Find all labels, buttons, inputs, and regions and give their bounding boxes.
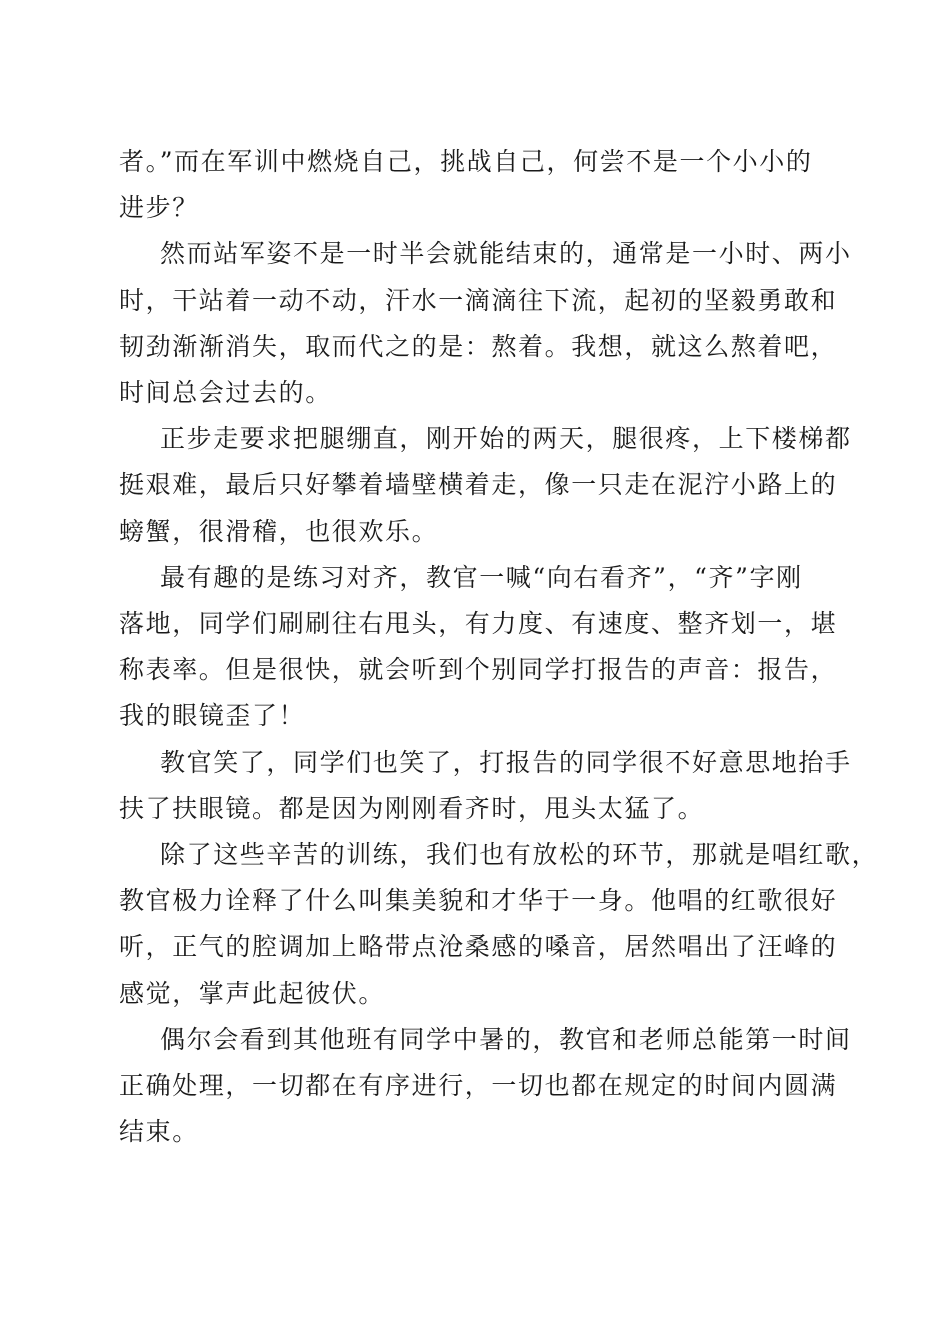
paragraph-line: 最有趣的是练习对齐，教官一喊“向右看齐”，“齐”字刚 (160, 562, 803, 592)
paragraph-5 (119, 740, 852, 832)
paragraph-line: 进步？ (119, 193, 199, 223)
paragraph-7 (119, 1017, 852, 1156)
paragraph-line: 除了这些辛苦的训练，我们也有放松的环节，那就是唱红歌， (160, 840, 879, 870)
paragraph-line: 正确处理，一切都在有序进行，一切也都在规定的时间内圆满 (119, 1071, 838, 1101)
paragraph-line: 时间总会过去的。 (119, 378, 332, 408)
paragraph-line: 落地，同学们刷刷往右甩头，有力度、有速度、整齐划一，堪 (119, 609, 838, 639)
paragraph-line: 偶尔会看到其他班有同学中暑的，教官和老师总能第一时间 (160, 1024, 852, 1054)
paragraph-line: 教官笑了，同学们也笑了，打报告的同学很不好意思地抬手 (160, 747, 852, 777)
paragraph-line: 螃蟹，很滑稽，也很欢乐。 (119, 516, 439, 546)
paragraph-2 (119, 231, 852, 416)
paragraph-line: 结束。 (119, 1117, 199, 1147)
paragraph-line: 然而站军姿不是一时半会就能结束的，通常是一小时、两小 (160, 239, 852, 269)
paragraph-line: 称表率。但是很快，就会听到个别同学打报告的声音：报告， (119, 655, 838, 685)
paragraph-3 (119, 416, 852, 555)
paragraph-6 (119, 832, 879, 1017)
paragraph-4 (119, 555, 838, 740)
paragraph-line: 时，干站着一动不动，汗水一滴滴往下流，起初的坚毅勇敢和 (119, 285, 838, 315)
paragraph-line: 正步走要求把腿绷直，刚开始的两天，腿很疼，上下楼梯都 (160, 424, 852, 454)
paragraph-line: 教官极力诠释了什么叫集美貌和才华于一身。他唱的红歌很好 (119, 886, 838, 916)
document-body (119, 139, 879, 1155)
paragraph-line: 我的眼镜歪了！ (119, 701, 306, 731)
paragraph-line: 挺艰难，最后只好攀着墙壁横着走，像一只走在泥泞小路上的 (119, 470, 838, 500)
paragraph-line: 者。”而在军训中燃烧自己，挑战自己，何尝不是一个小小的 (119, 147, 813, 176)
paragraph-1 (119, 139, 831, 231)
paragraph-line: 扶了扶眼镜。都是因为刚刚看齐时，甩头太猛了。 (119, 793, 705, 823)
paragraph-line: 听，正气的腔调加上略带点沧桑感的嗓音，居然唱出了汪峰的 (119, 932, 838, 962)
paragraph-line: 韧劲渐渐消失，取而代之的是：熬着。我想，就这么熬着吧， (119, 331, 838, 361)
paragraph-line: 感觉，掌声此起彼伏。 (119, 978, 386, 1008)
